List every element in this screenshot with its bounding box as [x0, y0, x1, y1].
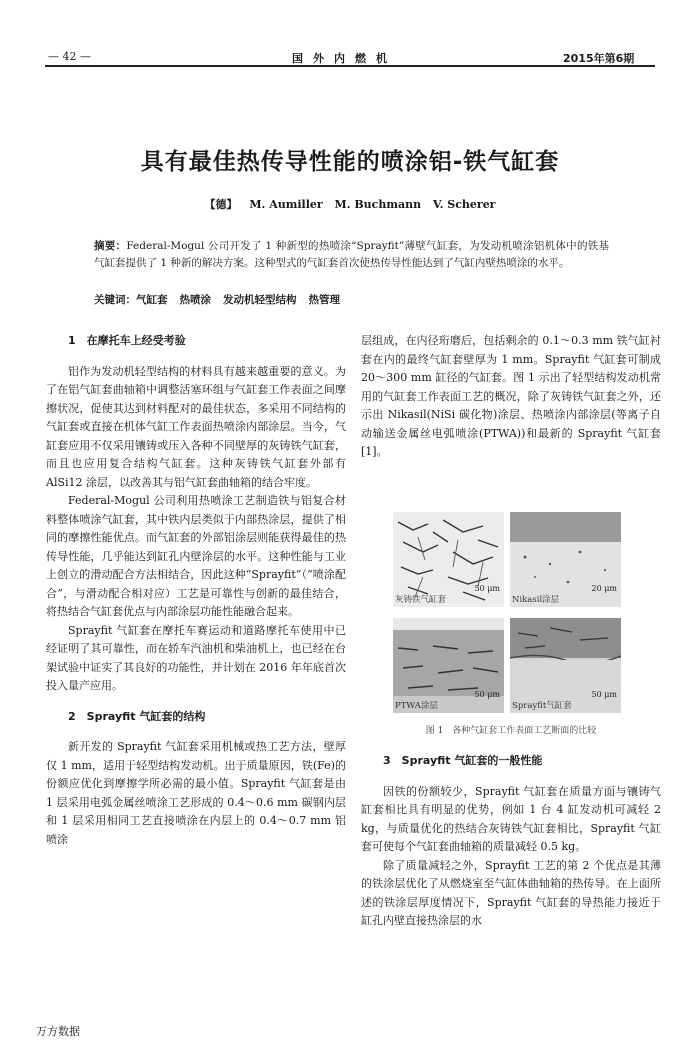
watermark-label: 万方数据 — [36, 1025, 80, 1038]
header-rule — [45, 65, 655, 67]
keyword: 热喷涂 — [179, 294, 211, 306]
keywords-label: 关键词： — [94, 294, 136, 306]
panel-label: Sprayfit气缸套 — [512, 701, 572, 711]
keyword: 气缸套 — [136, 294, 168, 306]
article-title: 具有最佳热传导性能的喷涂铝-铁气缸套 — [140, 149, 560, 175]
abstract — [94, 238, 609, 272]
section-heading: 3 Sprayfit 气缸套的一般性能 — [383, 754, 543, 767]
scale-bar-label: 50 μm — [591, 690, 617, 699]
keyword: 发动机轻型结构 — [223, 294, 297, 306]
abstract-text: Federal-Mogul 公司开发了 1 种新型的热喷涂“Sprayfit”薄壁气缸套，为发动机喷涂铝机体中的铁基气缸套提供了 1 种新的解决方案。这种型式的气缸套首次使热传导性能达到了气缸内壁热喷涂的水平。 — [94, 240, 609, 269]
section-heading: 1 在摩托车上经受考验 — [68, 334, 186, 347]
micrograph-nikasil — [510, 512, 621, 607]
scale-bar-label: 20 μm — [591, 584, 617, 593]
right-column-top — [361, 332, 661, 462]
author-name: M. Aumiller — [249, 198, 323, 211]
micrograph-ptwa — [393, 618, 504, 713]
author-name: V. Scherer — [432, 198, 496, 211]
page-number: — 42 — — [48, 50, 91, 63]
scale-bar-label: 50 μm — [474, 584, 500, 593]
micrograph-sprayfit — [510, 618, 621, 713]
paragraph: Sprayfit 气缸套在摩托车赛运动和道路摩托车使用中已经证明了其可靠性，而在轿车汽油机和柴油机上，也已经在台架试验中证实了其良好的功能性，并计划在 2016 年年底首次投入量产应用。 — [46, 623, 346, 692]
paragraph: 新开发的 Sprayfit 气缸套采用机械或热工艺方法，壁厚仅 1 mm，适用于轻型结构发动机。出于质量原因，铁(Fe)的份额应优化到摩擦学所必需的最小值。Sprayfit 气缸套是由 1 层采用电弧金属丝喷涂工艺形成的 0.4～0.6 mm 碳钢内层和 1 层采用相同工艺直接喷涂在内层上的 0.4～0.7 mm 铝喷涂 — [46, 740, 346, 846]
journal-name: 国外内燃机 — [292, 52, 397, 65]
paragraph: Federal-Mogul 公司利用热喷涂工艺制造铁与铝复合材料整体喷涂气缸套，其中铁内层类似于内部热涂层，提供了相同的摩擦性能优点。而气缸套的外部铝涂层则能获得最佳的热传导性能，几乎能达到缸孔内壁涂层的水平。这种性能与工业上创立的滑动配合方法相结合，因此这种“Sprayfit”（“喷涂配合”，与滑动配合相对应）工艺是可靠性与创新的最佳结合，将热结合气缸套优点与内部涂层功能性能融合起来。 — [46, 494, 346, 618]
section-heading: 2 Sprayfit 气缸套的结构 — [68, 709, 206, 723]
keyword: 热管理 — [308, 294, 340, 306]
panel-label: PTWA涂层 — [395, 701, 438, 711]
left-column — [46, 332, 346, 849]
figure-1 — [393, 512, 621, 714]
keywords — [94, 292, 352, 307]
micrograph-grey-cast-iron — [393, 512, 504, 607]
panel-label: Nikasil涂层 — [512, 595, 560, 605]
paragraph: 因铁的份额较少，Sprayfit 气缸套在质量方面与镶铸气缸套相比具有明显的优势，例如 1 台 4 缸发动机可减轻 2 kg，与质量优化的热结合灰铸铁气缸套相比，Sprayfit 气缸套可使每个气缸套曲轴箱的质量减轻 0.5 kg。 — [361, 784, 661, 853]
panel-label: 灰铸铁气缸套 — [395, 595, 447, 605]
paragraph: 除了质量减轻之外，Sprayfit 工艺的第 2 个优点是其薄的铁涂层优化了从燃烧室至气缸体曲轴箱的热传导。在上面所述的铁涂层厚度情况下，Sprayfit 气缸套的导热能力接近于缸孔内壁直接热涂层的水 — [361, 858, 661, 927]
issue-label: 2015年第6期 — [563, 52, 635, 65]
abstract-label: 摘要： — [94, 240, 127, 252]
scale-bar-label: 50 μm — [474, 690, 500, 699]
author-country: 【德】 — [204, 198, 238, 211]
paragraph: 层组成，在内径珩磨后，包括剩余的 0.1～0.3 mm 铁气缸衬套在内的最终气缸套壁厚为 1 mm。Sprayfit 气缸套可制成 20～300 mm 缸径的气缸套。图 1 示出了轻型结构发动机常用的气缸套工作表面工艺的概况，除了灰铸铁气缸套之外，还示出 Nikasil(NiSi 碳化物)涂层、热喷涂内部涂层(等离子自动输送金属丝电弧喷涂(PTWA))和最新的 Sprayfit 气缸套[1]。 — [361, 334, 661, 458]
author-line — [0, 196, 700, 212]
author-name: M. Buchmann — [334, 198, 422, 211]
paragraph: 铝作为发动机轻型结构的材料具有越来越重要的意义。为了在铝气缸套曲轴箱中调整活塞环组与气缸套工作表面之间摩擦状况，促使其达到材料配对的最佳状态，多采用不同结构的气缸套或直接在机体气缸工作表面热喷涂内部涂层。当今，气缸套应用不仅采用镶铸或压入各种不同壁厚的灰铸铁气缸套，而且也应用复合结构气缸套。这种灰铸铁气缸套外部有 AlSi12 涂层，以改善其与铝气缸套曲轴箱的结合牢度。 — [46, 364, 346, 489]
figure-caption: 图 1 各种气缸套工作表面工艺断面的比较 — [425, 726, 597, 736]
right-column-bottom — [361, 752, 661, 931]
